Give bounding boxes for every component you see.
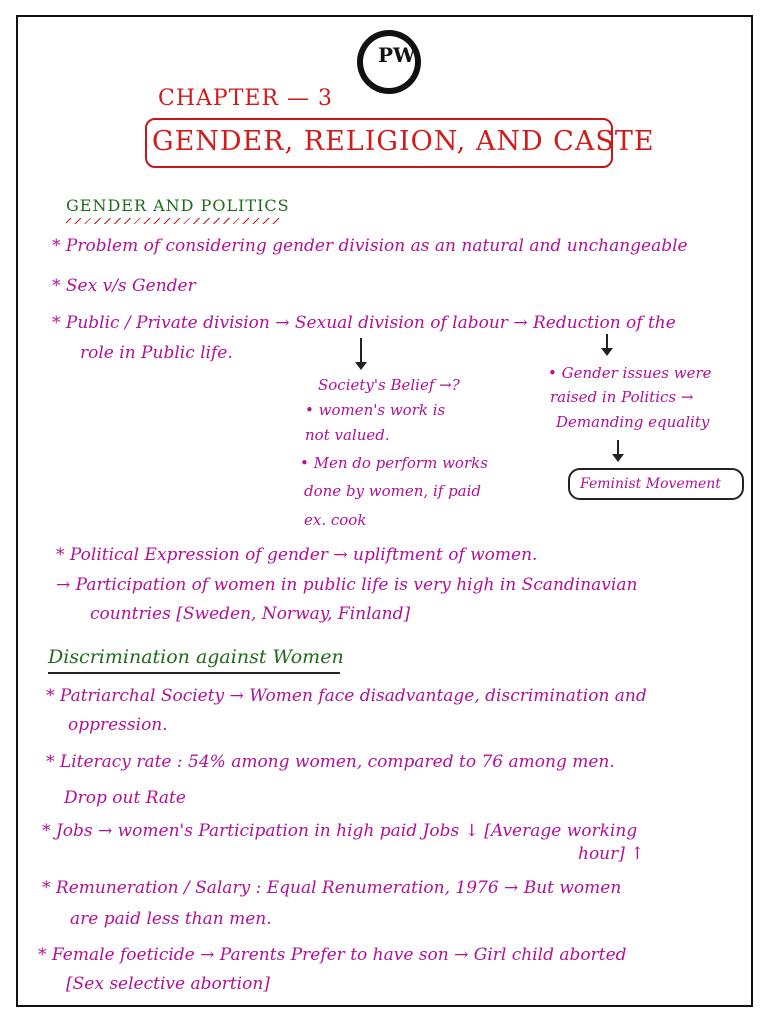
belief-line: not valued. bbox=[305, 426, 390, 444]
countries-line: countries [Sweden, Norway, Finland] bbox=[90, 604, 411, 624]
point-dropout: Drop out Rate bbox=[64, 788, 186, 808]
arrow-down-icon bbox=[606, 334, 608, 354]
belief-line: • Men do perform works bbox=[300, 454, 488, 472]
arrow-down-icon bbox=[617, 440, 619, 460]
belief-line: done by women, if paid bbox=[304, 482, 482, 500]
point-literacy: * Literacy rate : 54% among women, compared to 76 among men. bbox=[46, 752, 615, 772]
point-foeticide: * Female foeticide → Parents Prefer to have son → Girl child aborted bbox=[38, 945, 627, 965]
point-remuneration: * Remuneration / Salary : Equal Renumeration, 1976 → But women bbox=[42, 878, 622, 898]
issue-line: raised in Politics → bbox=[550, 388, 694, 406]
point-oppression: oppression. bbox=[68, 715, 168, 735]
issue-line: • Gender issues were bbox=[548, 364, 712, 382]
point-natural-division: * Problem of considering gender division as an natural and unchangeable bbox=[52, 236, 688, 256]
section-heading-discrimination: Discrimination against Women bbox=[48, 646, 344, 668]
point-paid-less: are paid less than men. bbox=[70, 909, 272, 929]
point-jobs: * Jobs → women's Participation in high paid Jobs ↓ [Average working bbox=[42, 821, 638, 841]
point-public-life: role in Public life. bbox=[80, 343, 233, 363]
issue-line: Demanding equality bbox=[556, 413, 710, 431]
point-public-private: * Public / Private division → Sexual division of labour → Reduction of the bbox=[52, 313, 676, 333]
point-patriarchal: * Patriarchal Society → Women face disadvantage, discrimination and bbox=[46, 686, 647, 706]
belief-line: ex. cook bbox=[304, 511, 367, 529]
point-jobs-cont: hour] ↑ bbox=[578, 844, 645, 864]
heading-underline bbox=[48, 672, 340, 674]
feminist-movement: Feminist Movement bbox=[580, 476, 721, 492]
pw-logo bbox=[356, 29, 422, 95]
arrow-down-icon bbox=[360, 338, 362, 368]
heading-underline bbox=[66, 218, 282, 224]
point-sex-selective: [Sex selective abortion] bbox=[66, 974, 270, 994]
point-sex-gender: * Sex v/s Gender bbox=[52, 276, 196, 296]
belief-heading: Society's Belief →? bbox=[318, 376, 460, 394]
political-expression: * Political Expression of gender → upliftment of women. bbox=[56, 545, 538, 565]
belief-line: • women's work is bbox=[305, 401, 446, 419]
participation-line: → Participation of women in public life is very high in Scandinavian bbox=[56, 575, 638, 595]
chapter-label: CHAPTER — 3 bbox=[158, 86, 333, 111]
page-title: GENDER, RELIGION, AND CASTE bbox=[152, 126, 655, 157]
section-heading-gender-politics: GENDER AND POLITICS bbox=[66, 196, 290, 215]
logo-text: PW bbox=[378, 43, 416, 67]
